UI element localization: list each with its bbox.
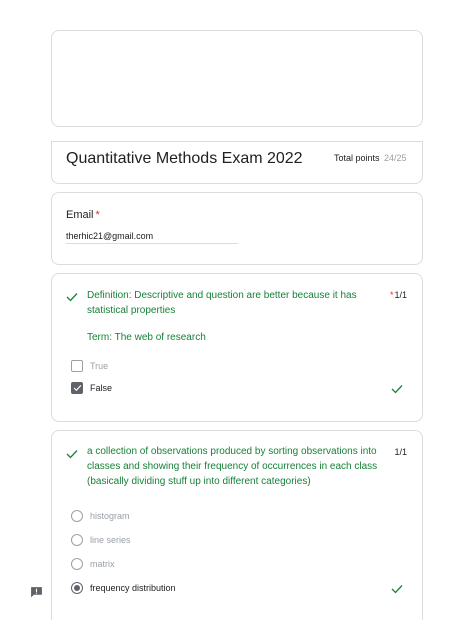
email-label — [66, 209, 100, 221]
option-label: line series — [90, 535, 131, 545]
check-icon — [66, 449, 78, 459]
question-2-score: 1/1 — [394, 447, 407, 457]
question-2-text: a collection of observations produced by sorting observations into classes and showing their frequency of occurrences in each class (basically dividing stuff up into different categories) — [87, 446, 378, 487]
email-label-text: Email — [66, 209, 94, 221]
question-1-term: Term: The web of research — [87, 332, 206, 343]
option-line-series[interactable] — [71, 533, 131, 547]
option-histogram[interactable] — [71, 509, 130, 523]
option-label: histogram — [90, 511, 130, 521]
option-frequency-distribution[interactable] — [71, 581, 176, 595]
radio-button[interactable] — [71, 534, 83, 546]
header-banner — [51, 30, 423, 127]
email-card — [51, 192, 423, 265]
checkbox[interactable] — [71, 360, 83, 372]
radio-dot — [74, 585, 80, 591]
option-label: True — [90, 361, 109, 371]
check-icon — [66, 292, 78, 302]
form-title: Quantitative Methods Exam 2022 — [66, 150, 303, 167]
option-label: frequency distribution — [90, 583, 176, 593]
question-1-score-value: 1/1 — [394, 290, 407, 300]
option-label: matrix — [90, 559, 115, 569]
total-points-value: 24/25 — [384, 153, 407, 163]
question-card-2 — [51, 430, 423, 620]
option-false[interactable] — [71, 381, 112, 395]
radio-button-selected[interactable] — [71, 582, 83, 594]
email-value: therhic21@gmail.com — [66, 231, 154, 241]
correct-check-icon — [391, 384, 403, 394]
checkbox-checked[interactable] — [71, 382, 83, 394]
radio-button[interactable] — [71, 558, 83, 570]
checkmark-icon — [73, 384, 82, 392]
required-marker: * — [95, 209, 100, 221]
question-1-score — [390, 290, 407, 300]
question-1-text: Definition: Descriptive and question are better because it has statistical properties — [87, 290, 357, 316]
radio-button[interactable] — [71, 510, 83, 522]
correct-check-icon — [391, 584, 403, 594]
option-true[interactable] — [71, 359, 108, 373]
email-underline — [66, 243, 238, 244]
total-points-label: Total points — [334, 153, 380, 163]
option-matrix[interactable] — [71, 557, 115, 571]
required-marker: * — [389, 290, 394, 300]
option-label: False — [90, 383, 113, 393]
form-title-card — [51, 141, 423, 184]
report-feedback-icon[interactable] — [30, 586, 43, 598]
question-card-1 — [51, 273, 423, 422]
